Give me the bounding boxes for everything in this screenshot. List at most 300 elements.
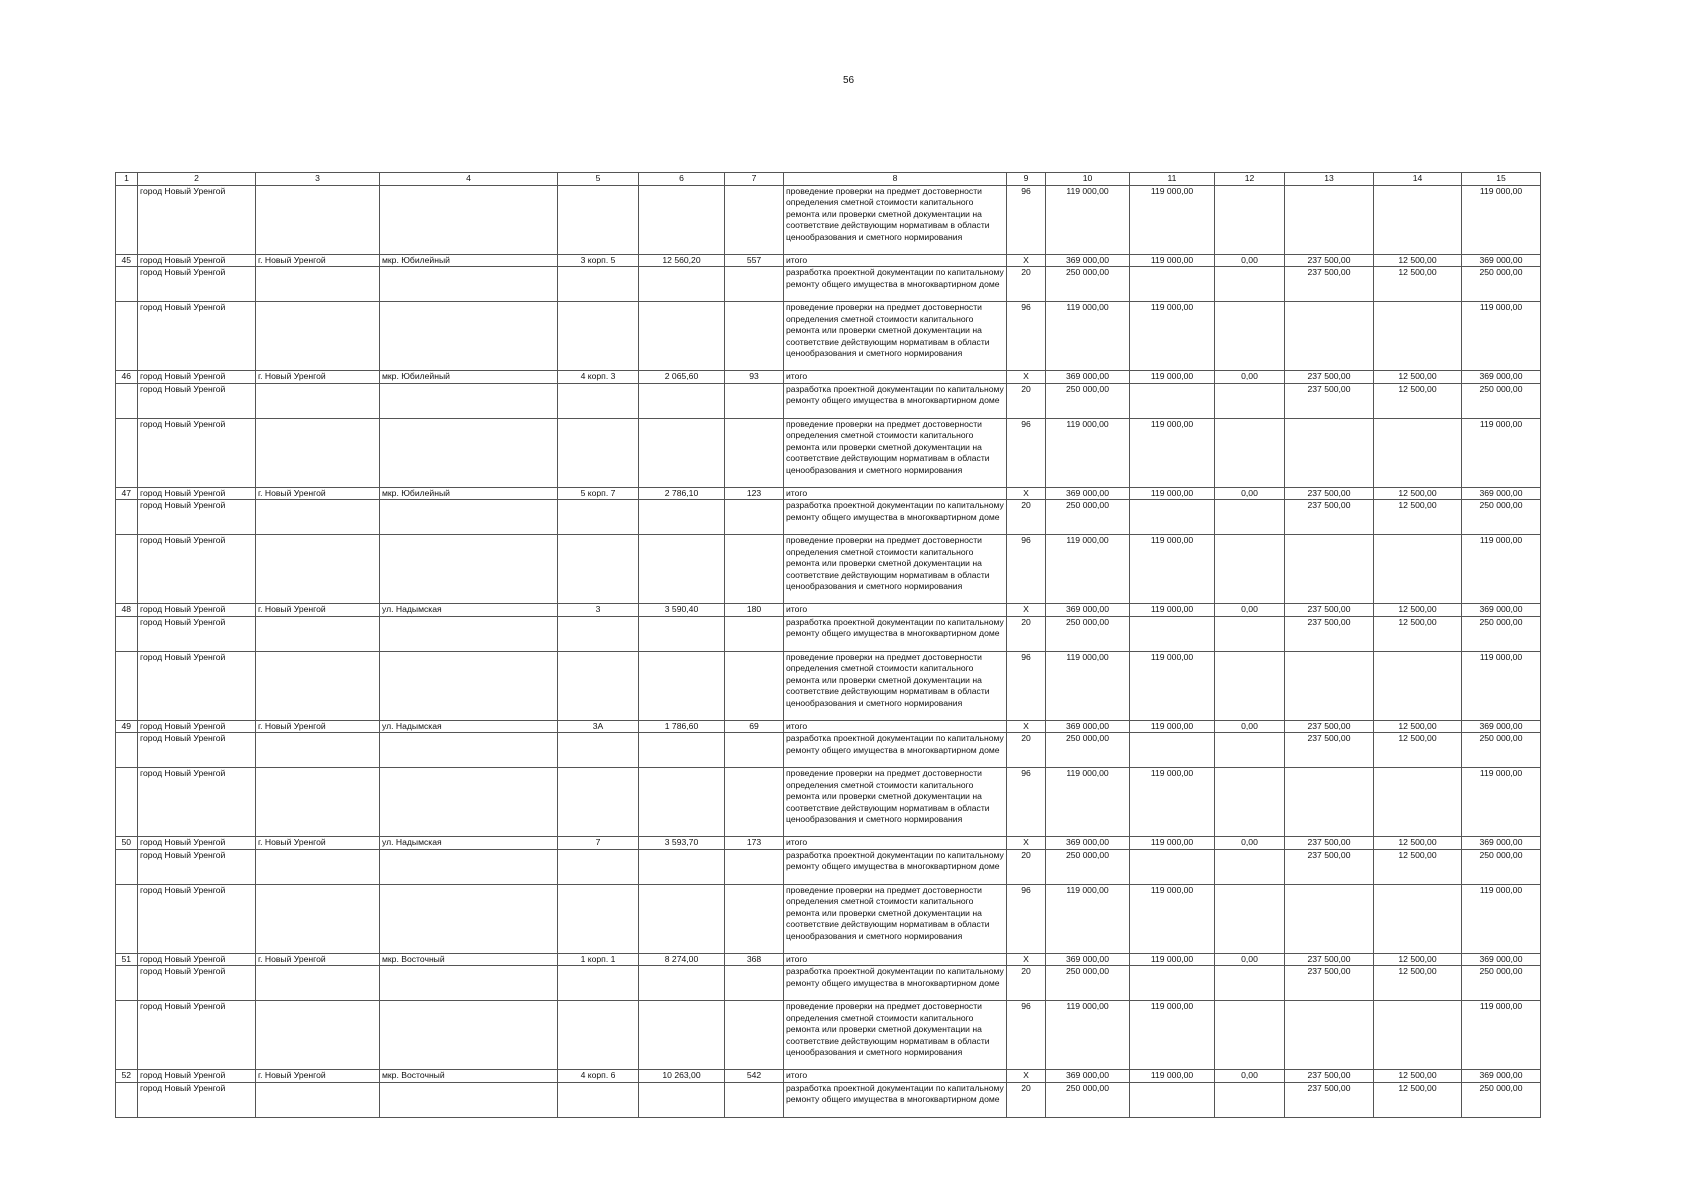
cost-col-11-cell: 119 000,00 xyxy=(1130,535,1215,604)
residents-cell xyxy=(725,500,784,535)
table-row xyxy=(116,487,1541,500)
table-row xyxy=(116,418,1541,487)
cost-total-cell: 119 000,00 xyxy=(1046,884,1130,953)
cost-col-15-cell: 369 000,00 xyxy=(1462,254,1541,267)
cost-col-15-cell: 250 000,00 xyxy=(1462,966,1541,1001)
cost-col-13-cell xyxy=(1285,884,1374,953)
table-row xyxy=(116,185,1541,254)
house-number-cell: 1 корп. 1 xyxy=(558,953,639,966)
row-number-cell xyxy=(116,651,138,720)
total-area-cell xyxy=(639,185,725,254)
residents-cell xyxy=(725,185,784,254)
work-code-cell: 96 xyxy=(1007,302,1046,371)
cost-col-14-cell xyxy=(1374,651,1462,720)
work-type-cell: проведение проверки на предмет достоверности определения сметной стоимости капитального ремонта или проверки сметной документации на соответствие действующим нормативам в области ценообразования и сметного нормирования xyxy=(784,884,1007,953)
work-type-cell: итого xyxy=(784,487,1007,500)
cost-col-14-cell: 12 500,00 xyxy=(1374,1070,1462,1083)
house-number-cell xyxy=(558,383,639,418)
work-code-cell: 20 xyxy=(1007,849,1046,884)
work-type-cell: разработка проектной документации по капитальному ремонту общего имущества в многоквартирном доме xyxy=(784,966,1007,1001)
total-area-cell: 1 786,60 xyxy=(639,720,725,733)
locality-cell xyxy=(256,768,380,837)
header-cell: 7 xyxy=(725,173,784,186)
street-cell: мкр. Восточный xyxy=(380,1070,558,1083)
work-type-cell: разработка проектной документации по капитальному ремонту общего имущества в многоквартирном доме xyxy=(784,733,1007,768)
street-cell: мкр. Юбилейный xyxy=(380,254,558,267)
cost-col-12-cell: 0,00 xyxy=(1215,487,1285,500)
total-area-cell xyxy=(639,1082,725,1117)
street-cell xyxy=(380,267,558,302)
cost-total-cell: 250 000,00 xyxy=(1046,267,1130,302)
locality-cell: г. Новый Уренгой xyxy=(256,487,380,500)
locality-cell xyxy=(256,535,380,604)
cost-col-13-cell: 237 500,00 xyxy=(1285,267,1374,302)
work-type-cell: итого xyxy=(784,1070,1007,1083)
cost-col-12-cell xyxy=(1215,383,1285,418)
cost-col-11-cell xyxy=(1130,733,1215,768)
header-cell: 15 xyxy=(1462,173,1541,186)
municipality-cell: город Новый Уренгой xyxy=(138,418,256,487)
header-cell: 2 xyxy=(138,173,256,186)
cost-col-15-cell: 369 000,00 xyxy=(1462,953,1541,966)
residents-cell: 173 xyxy=(725,837,784,850)
cost-col-15-cell: 250 000,00 xyxy=(1462,1082,1541,1117)
row-number-cell xyxy=(116,768,138,837)
cost-total-cell: 250 000,00 xyxy=(1046,383,1130,418)
work-code-cell: Х xyxy=(1007,837,1046,850)
cost-col-14-cell xyxy=(1374,302,1462,371)
row-number-cell xyxy=(116,1001,138,1070)
residents-cell: 542 xyxy=(725,1070,784,1083)
residents-cell xyxy=(725,383,784,418)
row-number-cell xyxy=(116,884,138,953)
house-number-cell: 7 xyxy=(558,837,639,850)
table-row xyxy=(116,966,1541,1001)
cost-col-11-cell: 119 000,00 xyxy=(1130,418,1215,487)
header-cell: 11 xyxy=(1130,173,1215,186)
locality-cell xyxy=(256,302,380,371)
row-number-cell xyxy=(116,849,138,884)
table-row xyxy=(116,535,1541,604)
municipality-cell: город Новый Уренгой xyxy=(138,966,256,1001)
house-number-cell xyxy=(558,849,639,884)
cost-col-15-cell: 369 000,00 xyxy=(1462,1070,1541,1083)
cost-total-cell: 369 000,00 xyxy=(1046,837,1130,850)
work-type-cell: проведение проверки на предмет достоверности определения сметной стоимости капитального ремонта или проверки сметной документации на соответствие действующим нормативам в области ценообразования и сметного нормирования xyxy=(784,651,1007,720)
cost-total-cell: 250 000,00 xyxy=(1046,849,1130,884)
cost-total-cell: 119 000,00 xyxy=(1046,1001,1130,1070)
house-number-cell: 3А xyxy=(558,720,639,733)
street-cell xyxy=(380,185,558,254)
cost-col-12-cell xyxy=(1215,733,1285,768)
cost-col-14-cell: 12 500,00 xyxy=(1374,837,1462,850)
municipality-cell: город Новый Уренгой xyxy=(138,185,256,254)
cost-total-cell: 119 000,00 xyxy=(1046,535,1130,604)
total-area-cell xyxy=(639,383,725,418)
street-cell: ул. Надымская xyxy=(380,837,558,850)
locality-cell xyxy=(256,733,380,768)
cost-total-cell: 119 000,00 xyxy=(1046,768,1130,837)
cost-col-12-cell xyxy=(1215,616,1285,651)
cost-col-13-cell xyxy=(1285,185,1374,254)
cost-col-11-cell xyxy=(1130,849,1215,884)
street-cell xyxy=(380,302,558,371)
work-type-cell: разработка проектной документации по капитальному ремонту общего имущества в многоквартирном доме xyxy=(784,616,1007,651)
table-header xyxy=(116,173,1541,186)
residents-cell xyxy=(725,1001,784,1070)
cost-col-11-cell: 119 000,00 xyxy=(1130,884,1215,953)
municipality-cell: город Новый Уренгой xyxy=(138,849,256,884)
municipality-cell: город Новый Уренгой xyxy=(138,535,256,604)
residents-cell xyxy=(725,1082,784,1117)
cost-col-13-cell: 237 500,00 xyxy=(1285,849,1374,884)
work-code-cell: Х xyxy=(1007,604,1046,617)
house-number-cell xyxy=(558,185,639,254)
work-code-cell: 96 xyxy=(1007,1001,1046,1070)
house-number-cell: 3 корп. 5 xyxy=(558,254,639,267)
cost-col-12-cell: 0,00 xyxy=(1215,371,1285,384)
cost-col-13-cell: 237 500,00 xyxy=(1285,254,1374,267)
municipality-cell: город Новый Уренгой xyxy=(138,1070,256,1083)
header-cell: 10 xyxy=(1046,173,1130,186)
street-cell xyxy=(380,768,558,837)
cost-col-12-cell xyxy=(1215,1082,1285,1117)
house-number-cell: 3 xyxy=(558,604,639,617)
cost-col-15-cell: 250 000,00 xyxy=(1462,616,1541,651)
table-row xyxy=(116,849,1541,884)
residents-cell: 557 xyxy=(725,254,784,267)
row-number-cell: 48 xyxy=(116,604,138,617)
cost-col-14-cell: 12 500,00 xyxy=(1374,966,1462,1001)
cost-col-15-cell: 119 000,00 xyxy=(1462,535,1541,604)
cost-col-15-cell: 250 000,00 xyxy=(1462,733,1541,768)
row-number-cell: 46 xyxy=(116,371,138,384)
house-number-cell xyxy=(558,535,639,604)
house-number-cell xyxy=(558,966,639,1001)
cost-total-cell: 250 000,00 xyxy=(1046,733,1130,768)
residents-cell xyxy=(725,302,784,371)
header-cell: 12 xyxy=(1215,173,1285,186)
cost-col-12-cell xyxy=(1215,302,1285,371)
cost-col-14-cell xyxy=(1374,768,1462,837)
work-type-cell: разработка проектной документации по капитальному ремонту общего имущества в многоквартирном доме xyxy=(784,383,1007,418)
cost-col-15-cell: 119 000,00 xyxy=(1462,418,1541,487)
cost-total-cell: 369 000,00 xyxy=(1046,1070,1130,1083)
municipality-cell: город Новый Уренгой xyxy=(138,733,256,768)
cost-col-15-cell: 250 000,00 xyxy=(1462,500,1541,535)
cost-col-15-cell: 119 000,00 xyxy=(1462,884,1541,953)
cost-col-13-cell: 237 500,00 xyxy=(1285,1082,1374,1117)
cost-col-14-cell: 12 500,00 xyxy=(1374,733,1462,768)
residents-cell xyxy=(725,535,784,604)
work-type-cell: итого xyxy=(784,720,1007,733)
cost-total-cell: 369 000,00 xyxy=(1046,371,1130,384)
header-cell: 14 xyxy=(1374,173,1462,186)
street-cell xyxy=(380,616,558,651)
municipality-cell: город Новый Уренгой xyxy=(138,267,256,302)
work-code-cell: 20 xyxy=(1007,267,1046,302)
work-code-cell: Х xyxy=(1007,720,1046,733)
work-type-cell: разработка проектной документации по капитальному ремонту общего имущества в многоквартирном доме xyxy=(784,500,1007,535)
total-area-cell xyxy=(639,651,725,720)
header-cell: 8 xyxy=(784,173,1007,186)
header-cell: 3 xyxy=(256,173,380,186)
residents-cell xyxy=(725,418,784,487)
residents-cell: 180 xyxy=(725,604,784,617)
work-type-cell: итого xyxy=(784,254,1007,267)
residents-cell xyxy=(725,768,784,837)
cost-col-12-cell: 0,00 xyxy=(1215,720,1285,733)
cost-col-12-cell xyxy=(1215,651,1285,720)
table-body xyxy=(116,185,1541,1117)
cost-col-13-cell: 237 500,00 xyxy=(1285,500,1374,535)
work-code-cell: 20 xyxy=(1007,383,1046,418)
table-row xyxy=(116,837,1541,850)
cost-col-14-cell: 12 500,00 xyxy=(1374,254,1462,267)
work-code-cell: Х xyxy=(1007,254,1046,267)
cost-col-13-cell xyxy=(1285,768,1374,837)
residents-cell xyxy=(725,733,784,768)
work-code-cell: 20 xyxy=(1007,1082,1046,1117)
row-number-cell xyxy=(116,418,138,487)
work-type-cell: проведение проверки на предмет достоверности определения сметной стоимости капитального ремонта или проверки сметной документации на соответствие действующим нормативам в области ценообразования и сметного нормирования xyxy=(784,185,1007,254)
cost-col-12-cell xyxy=(1215,768,1285,837)
cost-col-12-cell xyxy=(1215,535,1285,604)
cost-col-14-cell: 12 500,00 xyxy=(1374,953,1462,966)
cost-col-11-cell: 119 000,00 xyxy=(1130,953,1215,966)
cost-total-cell: 250 000,00 xyxy=(1046,966,1130,1001)
cost-col-11-cell: 119 000,00 xyxy=(1130,720,1215,733)
locality-cell xyxy=(256,849,380,884)
residents-cell xyxy=(725,616,784,651)
cost-col-13-cell: 237 500,00 xyxy=(1285,966,1374,1001)
street-cell xyxy=(380,1082,558,1117)
cost-total-cell: 250 000,00 xyxy=(1046,1082,1130,1117)
row-number-cell xyxy=(116,302,138,371)
house-number-cell xyxy=(558,418,639,487)
table-row xyxy=(116,884,1541,953)
locality-cell xyxy=(256,884,380,953)
table-row xyxy=(116,616,1541,651)
municipality-cell: город Новый Уренгой xyxy=(138,500,256,535)
row-number-cell xyxy=(116,383,138,418)
cost-col-12-cell: 0,00 xyxy=(1215,254,1285,267)
residents-cell xyxy=(725,884,784,953)
cost-total-cell: 119 000,00 xyxy=(1046,302,1130,371)
municipality-cell: город Новый Уренгой xyxy=(138,604,256,617)
cost-col-15-cell: 119 000,00 xyxy=(1462,651,1541,720)
municipality-cell: город Новый Уренгой xyxy=(138,837,256,850)
work-type-cell: проведение проверки на предмет достоверности определения сметной стоимости капитального ремонта или проверки сметной документации на соответствие действующим нормативам в области ценообразования и сметного нормирования xyxy=(784,1001,1007,1070)
cost-col-15-cell: 369 000,00 xyxy=(1462,837,1541,850)
work-code-cell: 20 xyxy=(1007,966,1046,1001)
cost-col-14-cell xyxy=(1374,418,1462,487)
municipality-cell: город Новый Уренгой xyxy=(138,1082,256,1117)
street-cell xyxy=(380,1001,558,1070)
cost-col-15-cell: 250 000,00 xyxy=(1462,849,1541,884)
cost-col-11-cell xyxy=(1130,966,1215,1001)
cost-col-13-cell: 237 500,00 xyxy=(1285,733,1374,768)
total-area-cell xyxy=(639,535,725,604)
cost-col-15-cell: 119 000,00 xyxy=(1462,1001,1541,1070)
cost-col-11-cell: 119 000,00 xyxy=(1130,651,1215,720)
total-area-cell: 3 593,70 xyxy=(639,837,725,850)
row-number-cell xyxy=(116,966,138,1001)
page-number: 56 xyxy=(842,75,855,86)
table-row xyxy=(116,1070,1541,1083)
locality-cell xyxy=(256,418,380,487)
work-code-cell: 96 xyxy=(1007,535,1046,604)
municipality-cell: город Новый Уренгой xyxy=(138,487,256,500)
table-row xyxy=(116,651,1541,720)
house-number-cell: 4 корп. 6 xyxy=(558,1070,639,1083)
locality-cell: г. Новый Уренгой xyxy=(256,953,380,966)
locality-cell: г. Новый Уренгой xyxy=(256,604,380,617)
house-number-cell: 5 корп. 7 xyxy=(558,487,639,500)
cost-col-13-cell: 237 500,00 xyxy=(1285,720,1374,733)
cost-col-13-cell: 237 500,00 xyxy=(1285,383,1374,418)
table-row xyxy=(116,768,1541,837)
cost-col-11-cell: 119 000,00 xyxy=(1130,487,1215,500)
total-area-cell: 2 786,10 xyxy=(639,487,725,500)
table-row xyxy=(116,500,1541,535)
work-code-cell: 96 xyxy=(1007,651,1046,720)
residents-cell xyxy=(725,849,784,884)
cost-col-11-cell: 119 000,00 xyxy=(1130,768,1215,837)
total-area-cell xyxy=(639,733,725,768)
cost-col-14-cell: 12 500,00 xyxy=(1374,616,1462,651)
street-cell xyxy=(380,383,558,418)
work-code-cell: Х xyxy=(1007,953,1046,966)
locality-cell: г. Новый Уренгой xyxy=(256,254,380,267)
total-area-cell: 10 263,00 xyxy=(639,1070,725,1083)
municipality-cell: город Новый Уренгой xyxy=(138,720,256,733)
total-area-cell xyxy=(639,500,725,535)
locality-cell xyxy=(256,616,380,651)
row-number-cell: 52 xyxy=(116,1070,138,1083)
cost-col-11-cell xyxy=(1130,1082,1215,1117)
cost-col-13-cell: 237 500,00 xyxy=(1285,604,1374,617)
municipality-cell: город Новый Уренгой xyxy=(138,616,256,651)
work-code-cell: Х xyxy=(1007,1070,1046,1083)
table-row xyxy=(116,267,1541,302)
header-cell: 1 xyxy=(116,173,138,186)
cost-col-11-cell: 119 000,00 xyxy=(1130,1001,1215,1070)
cost-col-11-cell: 119 000,00 xyxy=(1130,302,1215,371)
cost-col-15-cell: 250 000,00 xyxy=(1462,383,1541,418)
cost-col-14-cell: 12 500,00 xyxy=(1374,487,1462,500)
work-type-cell: разработка проектной документации по капитальному ремонту общего имущества в многоквартирном доме xyxy=(784,267,1007,302)
cost-col-14-cell: 12 500,00 xyxy=(1374,500,1462,535)
cost-total-cell: 250 000,00 xyxy=(1046,500,1130,535)
table-row xyxy=(116,371,1541,384)
street-cell: мкр. Юбилейный xyxy=(380,487,558,500)
total-area-cell xyxy=(639,616,725,651)
work-type-cell: итого xyxy=(784,604,1007,617)
cost-col-13-cell: 237 500,00 xyxy=(1285,487,1374,500)
cost-col-13-cell xyxy=(1285,535,1374,604)
total-area-cell xyxy=(639,302,725,371)
municipality-cell: город Новый Уренгой xyxy=(138,383,256,418)
cost-col-12-cell xyxy=(1215,185,1285,254)
cost-total-cell: 369 000,00 xyxy=(1046,254,1130,267)
residents-cell: 69 xyxy=(725,720,784,733)
street-cell xyxy=(380,418,558,487)
table-row xyxy=(116,254,1541,267)
header-cell: 9 xyxy=(1007,173,1046,186)
cost-col-14-cell: 12 500,00 xyxy=(1374,267,1462,302)
header-cell: 13 xyxy=(1285,173,1374,186)
total-area-cell xyxy=(639,884,725,953)
cost-col-13-cell: 237 500,00 xyxy=(1285,953,1374,966)
table-row xyxy=(116,1082,1541,1117)
work-code-cell: 20 xyxy=(1007,733,1046,768)
street-cell xyxy=(380,733,558,768)
total-area-cell: 2 065,60 xyxy=(639,371,725,384)
cost-col-11-cell xyxy=(1130,267,1215,302)
total-area-cell: 8 274,00 xyxy=(639,953,725,966)
row-number-cell xyxy=(116,500,138,535)
locality-cell xyxy=(256,651,380,720)
cost-total-cell: 369 000,00 xyxy=(1046,720,1130,733)
row-number-cell xyxy=(116,185,138,254)
cost-col-15-cell: 119 000,00 xyxy=(1462,768,1541,837)
locality-cell xyxy=(256,383,380,418)
work-type-cell: проведение проверки на предмет достоверности определения сметной стоимости капитального ремонта или проверки сметной документации на соответствие действующим нормативам в области ценообразования и сметного нормирования xyxy=(784,535,1007,604)
residents-cell: 123 xyxy=(725,487,784,500)
locality-cell: г. Новый Уренгой xyxy=(256,720,380,733)
cost-col-12-cell xyxy=(1215,267,1285,302)
locality-cell xyxy=(256,185,380,254)
work-code-cell: 96 xyxy=(1007,185,1046,254)
street-cell xyxy=(380,849,558,884)
locality-cell: г. Новый Уренгой xyxy=(256,371,380,384)
street-cell: мкр. Юбилейный xyxy=(380,371,558,384)
cost-col-15-cell: 369 000,00 xyxy=(1462,371,1541,384)
work-code-cell: 96 xyxy=(1007,884,1046,953)
house-number-cell xyxy=(558,302,639,371)
cost-total-cell: 250 000,00 xyxy=(1046,616,1130,651)
table-row xyxy=(116,720,1541,733)
table-row xyxy=(116,302,1541,371)
municipality-cell: город Новый Уренгой xyxy=(138,302,256,371)
street-cell xyxy=(380,966,558,1001)
house-number-cell: 4 корп. 3 xyxy=(558,371,639,384)
header-cell: 4 xyxy=(380,173,558,186)
row-number-cell xyxy=(116,616,138,651)
cost-col-15-cell: 369 000,00 xyxy=(1462,604,1541,617)
row-number-cell: 49 xyxy=(116,720,138,733)
cost-col-13-cell xyxy=(1285,418,1374,487)
cost-col-12-cell xyxy=(1215,966,1285,1001)
residents-cell xyxy=(725,966,784,1001)
municipality-cell: город Новый Уренгой xyxy=(138,254,256,267)
total-area-cell xyxy=(639,1001,725,1070)
cost-col-14-cell: 12 500,00 xyxy=(1374,383,1462,418)
residents-cell: 93 xyxy=(725,371,784,384)
street-cell xyxy=(380,500,558,535)
cost-col-14-cell: 12 500,00 xyxy=(1374,720,1462,733)
cost-total-cell: 119 000,00 xyxy=(1046,185,1130,254)
cost-col-12-cell: 0,00 xyxy=(1215,953,1285,966)
house-number-cell xyxy=(558,651,639,720)
cost-col-12-cell xyxy=(1215,849,1285,884)
municipality-cell: город Новый Уренгой xyxy=(138,371,256,384)
cost-col-11-cell: 119 000,00 xyxy=(1130,604,1215,617)
street-cell: ул. Надымская xyxy=(380,604,558,617)
house-number-cell xyxy=(558,1001,639,1070)
total-area-cell xyxy=(639,849,725,884)
